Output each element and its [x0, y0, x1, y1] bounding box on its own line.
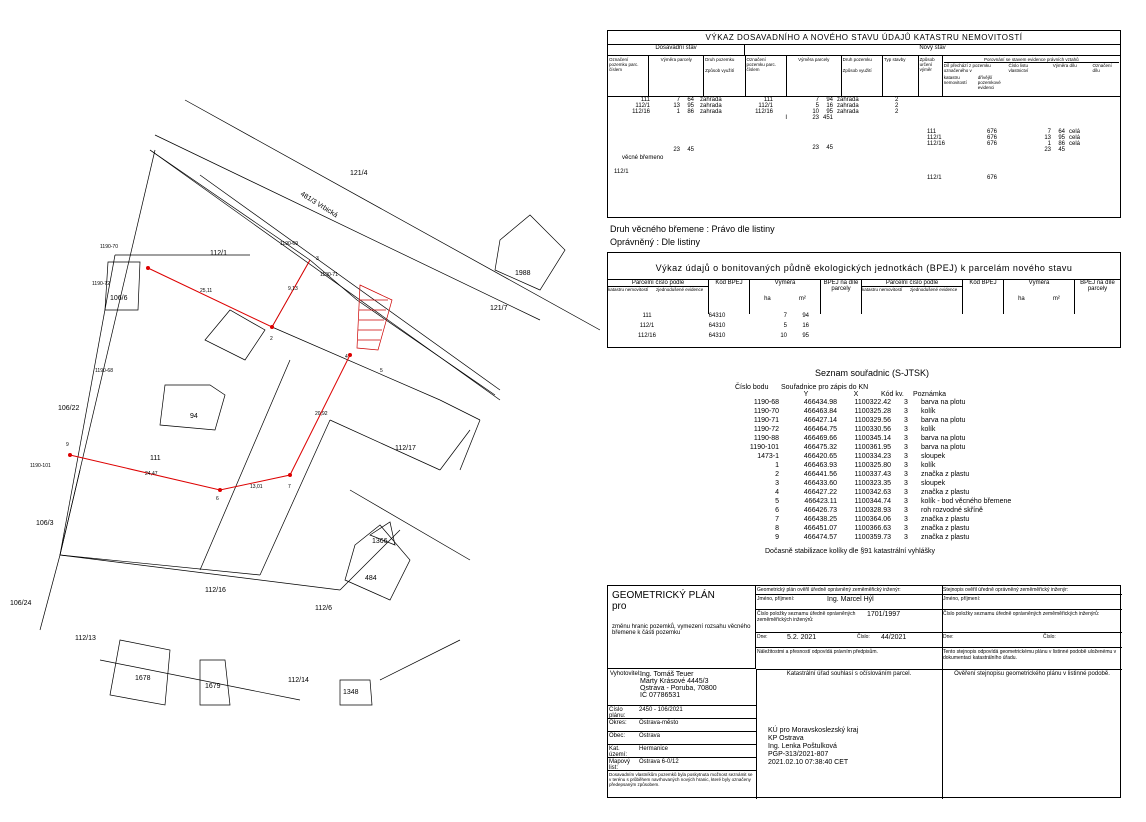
old-total-m2: 45 — [687, 147, 694, 153]
bpej-ha-0: 7 — [783, 313, 787, 319]
new-druh-1: zahrada — [837, 103, 859, 109]
old-parc-2: 112/16 — [632, 109, 650, 115]
obec: Ostrava — [639, 733, 661, 739]
h-zpusob: Způsob využití — [705, 68, 735, 73]
vykaz-table — [607, 30, 1121, 218]
old-druh-1: zahrada — [700, 103, 722, 109]
coord-p: barva na plotu — [921, 435, 966, 442]
new-total-ha: 23 — [812, 115, 819, 121]
coord-p: sloupek — [921, 480, 946, 487]
bpej-dil-h: BPEJ na díle parcely — [821, 280, 862, 314]
urc-0: 2 — [895, 97, 899, 103]
coord-k: 3 — [904, 408, 908, 415]
coord-row — [735, 470, 1011, 479]
coord-y: 466427.22 — [803, 489, 837, 496]
coord-row — [735, 524, 1011, 533]
coords-h-y: Y — [803, 391, 809, 398]
coord-row — [735, 515, 1011, 524]
coord-y: 466463.84 — [803, 408, 837, 415]
part-m2-0: 64 — [1058, 129, 1065, 135]
bpej-parc-2: 112/16 — [638, 333, 656, 339]
coord-k: 3 — [904, 471, 908, 478]
coord-x: 1100366.63 — [854, 525, 891, 532]
st-jmeno: Jméno, příjmení: — [942, 595, 1122, 610]
coord-p: roh rozvodné skříně — [921, 507, 983, 514]
coords-title: Seznam souřadnic (S-JTSK) — [815, 368, 930, 378]
h-typ-stavby: Typ stavby — [883, 56, 919, 96]
svg-text:1988: 1988 — [515, 270, 531, 277]
new-parc-1: 112/1 — [758, 103, 773, 109]
coord-c: 1190-101 — [749, 444, 779, 451]
svg-text:112/17: 112/17 — [395, 445, 416, 452]
h-vymera: Výměra parcely — [649, 56, 704, 96]
part-dil-1: celá — [1069, 135, 1081, 141]
svg-text:9,13: 9,13 — [288, 286, 298, 292]
dosavadni-stav-header: Dosavadní stav — [608, 45, 745, 55]
coord-p: kolík - bod věcného břemene — [921, 498, 1012, 505]
bremeno-label: věcné břemeno — [622, 155, 664, 161]
coord-y: 466427.14 — [803, 417, 837, 424]
old-parc-1: 112/1 — [635, 103, 650, 109]
cislo2-label: Číslo: — [857, 634, 870, 640]
coord-c: 6 — [775, 507, 779, 514]
jmeno: Ing. Marcel Hýl — [827, 596, 874, 603]
h-katastru: katastru nemovitostí — [943, 75, 967, 85]
new-m2-0: 94 — [826, 97, 833, 103]
svg-text:3: 3 — [316, 256, 319, 262]
coord-c: 3 — [775, 480, 779, 487]
ku-name2: KP Ostrava — [768, 735, 804, 742]
old-ha-0: 7 — [676, 97, 680, 103]
coord-row — [735, 497, 1011, 506]
new-m2-1: 16 — [826, 103, 833, 109]
svg-text:20,92: 20,92 — [315, 411, 328, 417]
bpej-ha-h2: ha — [1018, 296, 1025, 302]
coord-k: 3 — [904, 417, 908, 424]
part-m2-2: 86 — [1058, 141, 1065, 147]
coord-row — [735, 452, 1011, 461]
svg-text:106/6: 106/6 — [110, 295, 128, 302]
dne-label: Dne: — [757, 634, 768, 640]
okres-label: Okres: — [609, 720, 627, 726]
svg-text:106/24: 106/24 — [10, 600, 32, 607]
svg-text:4: 4 — [345, 354, 348, 360]
new-druh-0: zahrada — [837, 97, 859, 103]
old-m2-2: 86 — [687, 109, 694, 115]
svg-text:484: 484 — [365, 575, 377, 582]
ku-label: Kat. území: — [609, 746, 628, 758]
coord-y: 466451.07 — [803, 525, 837, 532]
svg-text:1678: 1678 — [135, 675, 151, 682]
bremeno-parc2: 112/1 — [927, 175, 942, 181]
bpej-parc-podle: Parcelní číslo podle — [608, 280, 708, 287]
h-zpusob-urceni: Způsob určení výměr — [919, 56, 943, 96]
coord-p: značka z plastu — [921, 525, 970, 532]
coord-k: 3 — [904, 399, 908, 406]
new-m2-2: 95 — [826, 109, 833, 115]
svg-text:121/7: 121/7 — [490, 305, 508, 312]
bpej-m2-1: 16 — [802, 323, 809, 329]
new-ha-2: 10 — [812, 109, 819, 115]
coord-row — [735, 398, 1011, 407]
coord-p: barva na plotu — [921, 399, 966, 406]
svg-text:112/13: 112/13 — [75, 635, 96, 642]
overeni: Ověření stejnopisu geometrického plánu v listinné podobě. — [954, 671, 1110, 677]
coord-c: 1190-72 — [753, 426, 779, 433]
bpej-parc-podle-2: Parcelní číslo podle — [862, 280, 962, 287]
part-parc-2: 112/16 — [927, 141, 945, 147]
poznamka: Dosavadním vlastníkům pozemků byla poskytnuta možnost seznámit se v terénu s průběhem navrhovaných nových hranic, které byly označeny předepsaným způsobem. — [609, 772, 753, 787]
old-m2-0: 64 — [687, 97, 694, 103]
svg-text:1190-72: 1190-72 — [92, 281, 110, 287]
part-lv-1: 676 — [987, 135, 998, 141]
mapovy-label: Mapový list: — [609, 759, 631, 771]
new-total-m2: 451 — [822, 115, 833, 121]
part-m2-1: 95 — [1058, 135, 1065, 141]
coord-p: kolík — [921, 408, 936, 415]
adresa2: Ostrava - Poruba, 70800 — [640, 685, 717, 692]
cislo-planu: 2450 - 106/2021 — [639, 707, 683, 713]
h-zpusob-novy: Způsob využití — [842, 68, 872, 73]
coord-x: 1100364.06 — [854, 516, 891, 523]
coord-row — [735, 479, 1011, 488]
title-block — [607, 585, 1121, 798]
part-dil-0: celá — [1069, 129, 1081, 135]
coord-p: značka z plastu — [921, 489, 970, 496]
bpej-kod-h2: Kód BPEJ — [963, 280, 1004, 314]
svg-text:25,11: 25,11 — [200, 288, 213, 294]
ku-souhlas: Katastrální úřad souhlasí s očíslováním parcel. — [786, 671, 912, 677]
coord-c: 8 — [775, 525, 779, 532]
part-ha-0: 7 — [1047, 129, 1051, 135]
coords-h-kod: Kód kv. — [881, 391, 904, 398]
h-vymera-dilu: Výměra dílu — [1052, 63, 1077, 68]
old-ha-2: 1 — [676, 109, 680, 115]
urc-2: 2 — [895, 109, 899, 115]
svg-text:9: 9 — [66, 442, 69, 448]
h-druh-novy: Druh pozemku — [842, 57, 872, 62]
coord-c: 4 — [775, 489, 779, 496]
coord-row — [735, 506, 1011, 515]
parts-total-m2: 45 — [1058, 147, 1065, 153]
svg-text:106/22: 106/22 — [58, 405, 80, 412]
coord-row — [735, 443, 1011, 452]
st-cislo-pol: Číslo položky seznamu úředně oprávněných zeměměřických inženýrů: — [942, 610, 1122, 633]
coord-x: 1100334.23 — [854, 453, 891, 460]
svg-text:1348: 1348 — [343, 689, 359, 696]
svg-text:13,01: 13,01 — [250, 484, 263, 490]
h-dricejsi: dřívější pozemkové evidenci — [977, 75, 1001, 90]
coord-x: 1100359.73 — [854, 534, 891, 541]
old-total-ha: 23 — [673, 147, 680, 153]
coord-y: 466469.66 — [803, 435, 837, 442]
h-porovnani: Porovnání se stavem evidence právních vztahů — [944, 57, 1119, 63]
dne: 5.2. 2021 — [787, 634, 817, 641]
h-cislo-listu: Číslo listu vlastnictví — [1008, 63, 1029, 73]
coord-p: kolík — [921, 462, 936, 469]
svg-text:94: 94 — [190, 413, 198, 420]
new-druh-2: zahrada — [837, 109, 859, 115]
new-ha-0: 7 — [815, 97, 819, 103]
bpej-kod-0: 64310 — [708, 313, 726, 319]
h-oznaceni-novy: Označení pozemku parc. číslem — [746, 56, 787, 96]
coord-row — [735, 434, 1011, 443]
mapovy: Ostrava 6-0/12 — [639, 759, 679, 765]
bremeno-lv: 676 — [987, 175, 998, 181]
part-lv-2: 676 — [987, 141, 998, 147]
gp-title: GEOMETRICKÝ PLÁN — [612, 590, 715, 601]
coords-h-x: X — [853, 391, 859, 398]
cislo: 1701/1997 — [867, 611, 901, 618]
h-dil-prechazi: Díl přechází z pozemku označeného v — [943, 63, 991, 73]
coord-k: 3 — [904, 525, 908, 532]
gp-pro: pro — [612, 601, 627, 612]
svg-text:6: 6 — [216, 496, 219, 502]
coord-x: 1100328.93 — [854, 507, 891, 514]
coord-x: 1100342.63 — [854, 489, 891, 496]
coord-c: 1190-70 — [753, 408, 779, 415]
coords-rows — [735, 398, 1011, 542]
new-parc-0: 111 — [763, 97, 773, 103]
old-druh-2: zahrada — [700, 109, 722, 115]
old-druh-0: zahrada — [700, 97, 722, 103]
opravneny: Oprávněný : Dle listiny — [610, 237, 701, 247]
okres: Ostrava-město — [639, 720, 679, 726]
svg-text:2: 2 — [270, 336, 273, 342]
svg-text:481/3 Vrbická: 481/3 Vrbická — [298, 190, 339, 220]
svg-text:106/3: 106/3 — [36, 520, 54, 527]
cislo-planu-label: Číslo plánu: — [609, 707, 626, 719]
coord-x: 1100344.74 — [854, 498, 891, 505]
bpej-dil-h2: BPEJ na díle parcely — [1080, 280, 1115, 292]
svg-text:1190-71: 1190-71 — [320, 272, 338, 278]
coord-c: 1473-1 — [757, 453, 779, 460]
bpej-zjednodusene: zjednodušené evidence — [656, 287, 704, 292]
coord-x: 1100323.35 — [854, 480, 891, 487]
bpej-katastru-2: katastru nemovitostí — [862, 287, 903, 292]
h-oznaceni: Označení pozemku parc. číslem — [608, 56, 649, 96]
coord-y: 466438.25 — [803, 516, 837, 523]
bpej-katastru: katastru nemovitostí — [608, 287, 649, 292]
bpej-kod-h: Kód BPEJ — [709, 280, 750, 314]
novy-stav-header: Nový stav — [919, 45, 946, 51]
gp-ucel: změnu hranic pozemků, vymezení rozsahu věcného břemene k části pozemku — [612, 624, 751, 636]
vyhotovitel-label: Vyhotovitel: — [610, 671, 641, 677]
ov-title: Geometrický plán ověřil úředně oprávněný zeměměřický inženýr: — [756, 586, 942, 595]
svg-text:1190-101: 1190-101 — [30, 463, 51, 469]
ku-name5: 2021.02.10 07:38:40 CET — [768, 759, 849, 766]
svg-text:24,47: 24,47 — [145, 471, 158, 477]
coord-k: 3 — [904, 534, 908, 541]
new-total-prefix: I — [785, 115, 787, 121]
coord-y: 466464.75 — [803, 426, 837, 433]
urc-1: 2 — [895, 103, 899, 109]
coord-c: 1190-88 — [753, 435, 779, 442]
coord-k: 3 — [904, 444, 908, 451]
svg-text:1366: 1366 — [372, 538, 388, 545]
cislo2: 44/2021 — [881, 634, 907, 641]
part-parc-0: 111 — [927, 129, 937, 135]
svg-text:112/1: 112/1 — [210, 250, 227, 257]
svg-text:1190-69: 1190-69 — [280, 241, 298, 247]
coord-c: 9 — [775, 534, 779, 541]
coord-k: 3 — [904, 498, 908, 505]
coords-footer: Dočasně stabilizace kolíky dle §91 katastrální vyhlášky — [765, 548, 936, 555]
bpej-kod-1: 64310 — [708, 323, 726, 329]
coord-p: kolík — [921, 426, 936, 433]
coords-h-souradnice: Souřadnice pro zápis do KN — [781, 384, 869, 391]
st-text: Tento stejnopis odpovídá geometrickému plánu v listinné podobě uloženému v dokumentaci katastrálního úřadu. — [943, 649, 1117, 661]
part-ha-2: 1 — [1047, 141, 1051, 147]
new-total2-m2: 45 — [826, 145, 833, 151]
bpej-ha-1: 5 — [783, 323, 787, 329]
ku-name1: KÚ pro Moravskoslezský kraj — [768, 727, 859, 734]
coord-k: 3 — [904, 480, 908, 487]
coord-y: 466434.98 — [803, 399, 837, 406]
coord-x: 1100329.56 — [854, 417, 891, 424]
old-parc-0: 111 — [640, 97, 650, 103]
part-dil-2: celá — [1069, 141, 1081, 147]
ku-name3: Ing. Lenka Poštulková — [768, 743, 837, 750]
svg-text:1190-68: 1190-68 — [95, 368, 113, 374]
svg-text:7: 7 — [288, 484, 291, 490]
coord-y: 466426.73 — [803, 507, 837, 514]
svg-text:112/6: 112/6 — [315, 605, 332, 612]
svg-text:1679: 1679 — [205, 683, 221, 690]
coord-p: barva na plotu — [921, 444, 966, 451]
coord-k: 3 — [904, 435, 908, 442]
part-lv-0: 676 — [987, 129, 998, 135]
coord-c: 1 — [775, 462, 779, 469]
bpej-parc-1: 112/1 — [639, 323, 655, 329]
coord-c: 7 — [775, 516, 779, 523]
coord-y: 466463.93 — [803, 462, 837, 469]
bremeno-parc: 112/1 — [614, 169, 629, 175]
coord-y: 466474.57 — [803, 534, 837, 541]
st-title: Stejnopis ověřil úředně oprávněný zeměměřický inženýr: — [942, 586, 1122, 595]
coord-row — [735, 461, 1011, 470]
coord-row — [735, 488, 1011, 497]
vykaz-title: VÝKAZ DOSAVADNÍHO A NOVÉHO STAVU ÚDAJŮ KATASTRU NEMOVITOSTÍ — [608, 31, 1120, 45]
coord-c: 1190-71 — [753, 417, 779, 424]
coord-x: 1100325.80 — [854, 462, 891, 469]
svg-text:1190-70: 1190-70 — [100, 244, 118, 250]
coord-p: značka z plastu — [921, 534, 970, 541]
coord-y: 466441.56 — [803, 471, 837, 478]
coord-p: značka z plastu — [921, 516, 970, 523]
coords-h-poznamka: Poznámka — [913, 391, 947, 398]
old-m2-1: 95 — [687, 103, 694, 109]
svg-text:112/14: 112/14 — [288, 677, 309, 684]
part-parc-1: 112/1 — [927, 135, 942, 141]
coord-row — [735, 533, 1011, 542]
bpej-title: Výkaz údajů o bonitovaných půdně ekologických jednotkách (BPEJ) k parcelám nového stavu — [655, 263, 1073, 273]
coord-k: 3 — [904, 507, 908, 514]
obec-label: Obec: — [609, 733, 626, 739]
ic: IČ 07786531 — [640, 692, 681, 699]
bpej-kod-2: 64310 — [708, 333, 726, 339]
coord-k: 3 — [904, 489, 908, 496]
new-ha-1: 5 — [815, 103, 819, 109]
coord-row — [735, 407, 1011, 416]
st-cislo: Číslo: — [1043, 634, 1056, 640]
coord-x: 1100325.28 — [854, 408, 891, 415]
bpej-vymera-h2: Výměra — [1028, 280, 1050, 286]
bpej-m2-h2: m² — [1052, 296, 1060, 302]
bpej-m2-2: 95 — [802, 333, 809, 339]
h-oznaceni-dilu: Označení dílu — [1092, 63, 1112, 73]
coord-x: 1100322.42 — [854, 399, 891, 406]
coord-x: 1100337.43 — [854, 471, 891, 478]
bpej-m2-0: 94 — [802, 313, 809, 319]
coord-k: 3 — [904, 426, 908, 433]
nalezitosti: Náležitostmi a přesností odpovídá právním předpisům. — [757, 649, 878, 655]
coord-y: 466433.60 — [803, 480, 837, 487]
coord-c: 5 — [775, 498, 779, 505]
ku-name4: PGP-313/2021-807 — [768, 751, 829, 758]
coord-k: 3 — [904, 462, 908, 469]
h-druh: Druh pozemku — [705, 57, 735, 62]
coord-p: značka z plastu — [921, 471, 970, 478]
coord-y: 466420.65 — [803, 453, 837, 460]
coord-x: 1100345.14 — [854, 435, 891, 442]
svg-text:112/16: 112/16 — [205, 587, 226, 594]
st-dne: Dne: — [943, 634, 954, 640]
new-total2-ha: 23 — [812, 145, 819, 151]
coord-k: 3 — [904, 516, 908, 523]
bpej-m2-h: m² — [798, 296, 806, 302]
parts-total-ha: 23 — [1044, 147, 1051, 153]
h-vymera-novy: Výměra parcely — [787, 56, 842, 96]
coord-row — [735, 425, 1011, 434]
svg-text:111: 111 — [150, 455, 161, 462]
bpej-vymera-h: Výměra — [774, 280, 796, 286]
svg-text:5: 5 — [380, 368, 383, 374]
part-ha-1: 13 — [1044, 135, 1051, 141]
coord-k: 3 — [904, 453, 908, 460]
cislo-label: Číslo položky seznamu úředně oprávněných zeměměřických inženýrů: — [757, 611, 856, 623]
coord-x: 1100330.56 — [854, 426, 891, 433]
coordinates-list — [735, 368, 1011, 555]
bpej-ha-2: 10 — [780, 333, 787, 339]
coord-x: 1100361.95 — [854, 444, 891, 451]
coords-h-cislo: Číslo bodu — [735, 384, 769, 391]
coord-p: barva na plotu — [921, 417, 966, 424]
ku: Hermanice — [639, 746, 669, 752]
coord-c: 1190-68 — [753, 399, 779, 406]
coord-y: 466423.11 — [804, 498, 837, 505]
bpej-parc-0: 111 — [642, 313, 652, 319]
svg-text:121/4: 121/4 — [350, 170, 368, 177]
vyhotovitel: Ing. Tomáš Teuer — [640, 671, 694, 678]
bpej-ha-h: ha — [764, 296, 771, 302]
druh-bremene: Druh věcného břemene : Právo dle listiny — [610, 224, 775, 234]
adresa1: Marty Krásové 4445/3 — [640, 678, 709, 685]
old-ha-1: 13 — [673, 103, 680, 109]
coord-c: 2 — [775, 471, 779, 478]
jmeno-label: Jméno, příjmení: — [757, 596, 795, 602]
coord-y: 466475.32 — [803, 444, 837, 451]
coord-row — [735, 416, 1011, 425]
bpej-zjednodusene-2: zjednodušené evidence — [910, 287, 958, 292]
new-parc-2: 112/16 — [755, 109, 773, 115]
coord-p: sloupek — [921, 453, 946, 460]
